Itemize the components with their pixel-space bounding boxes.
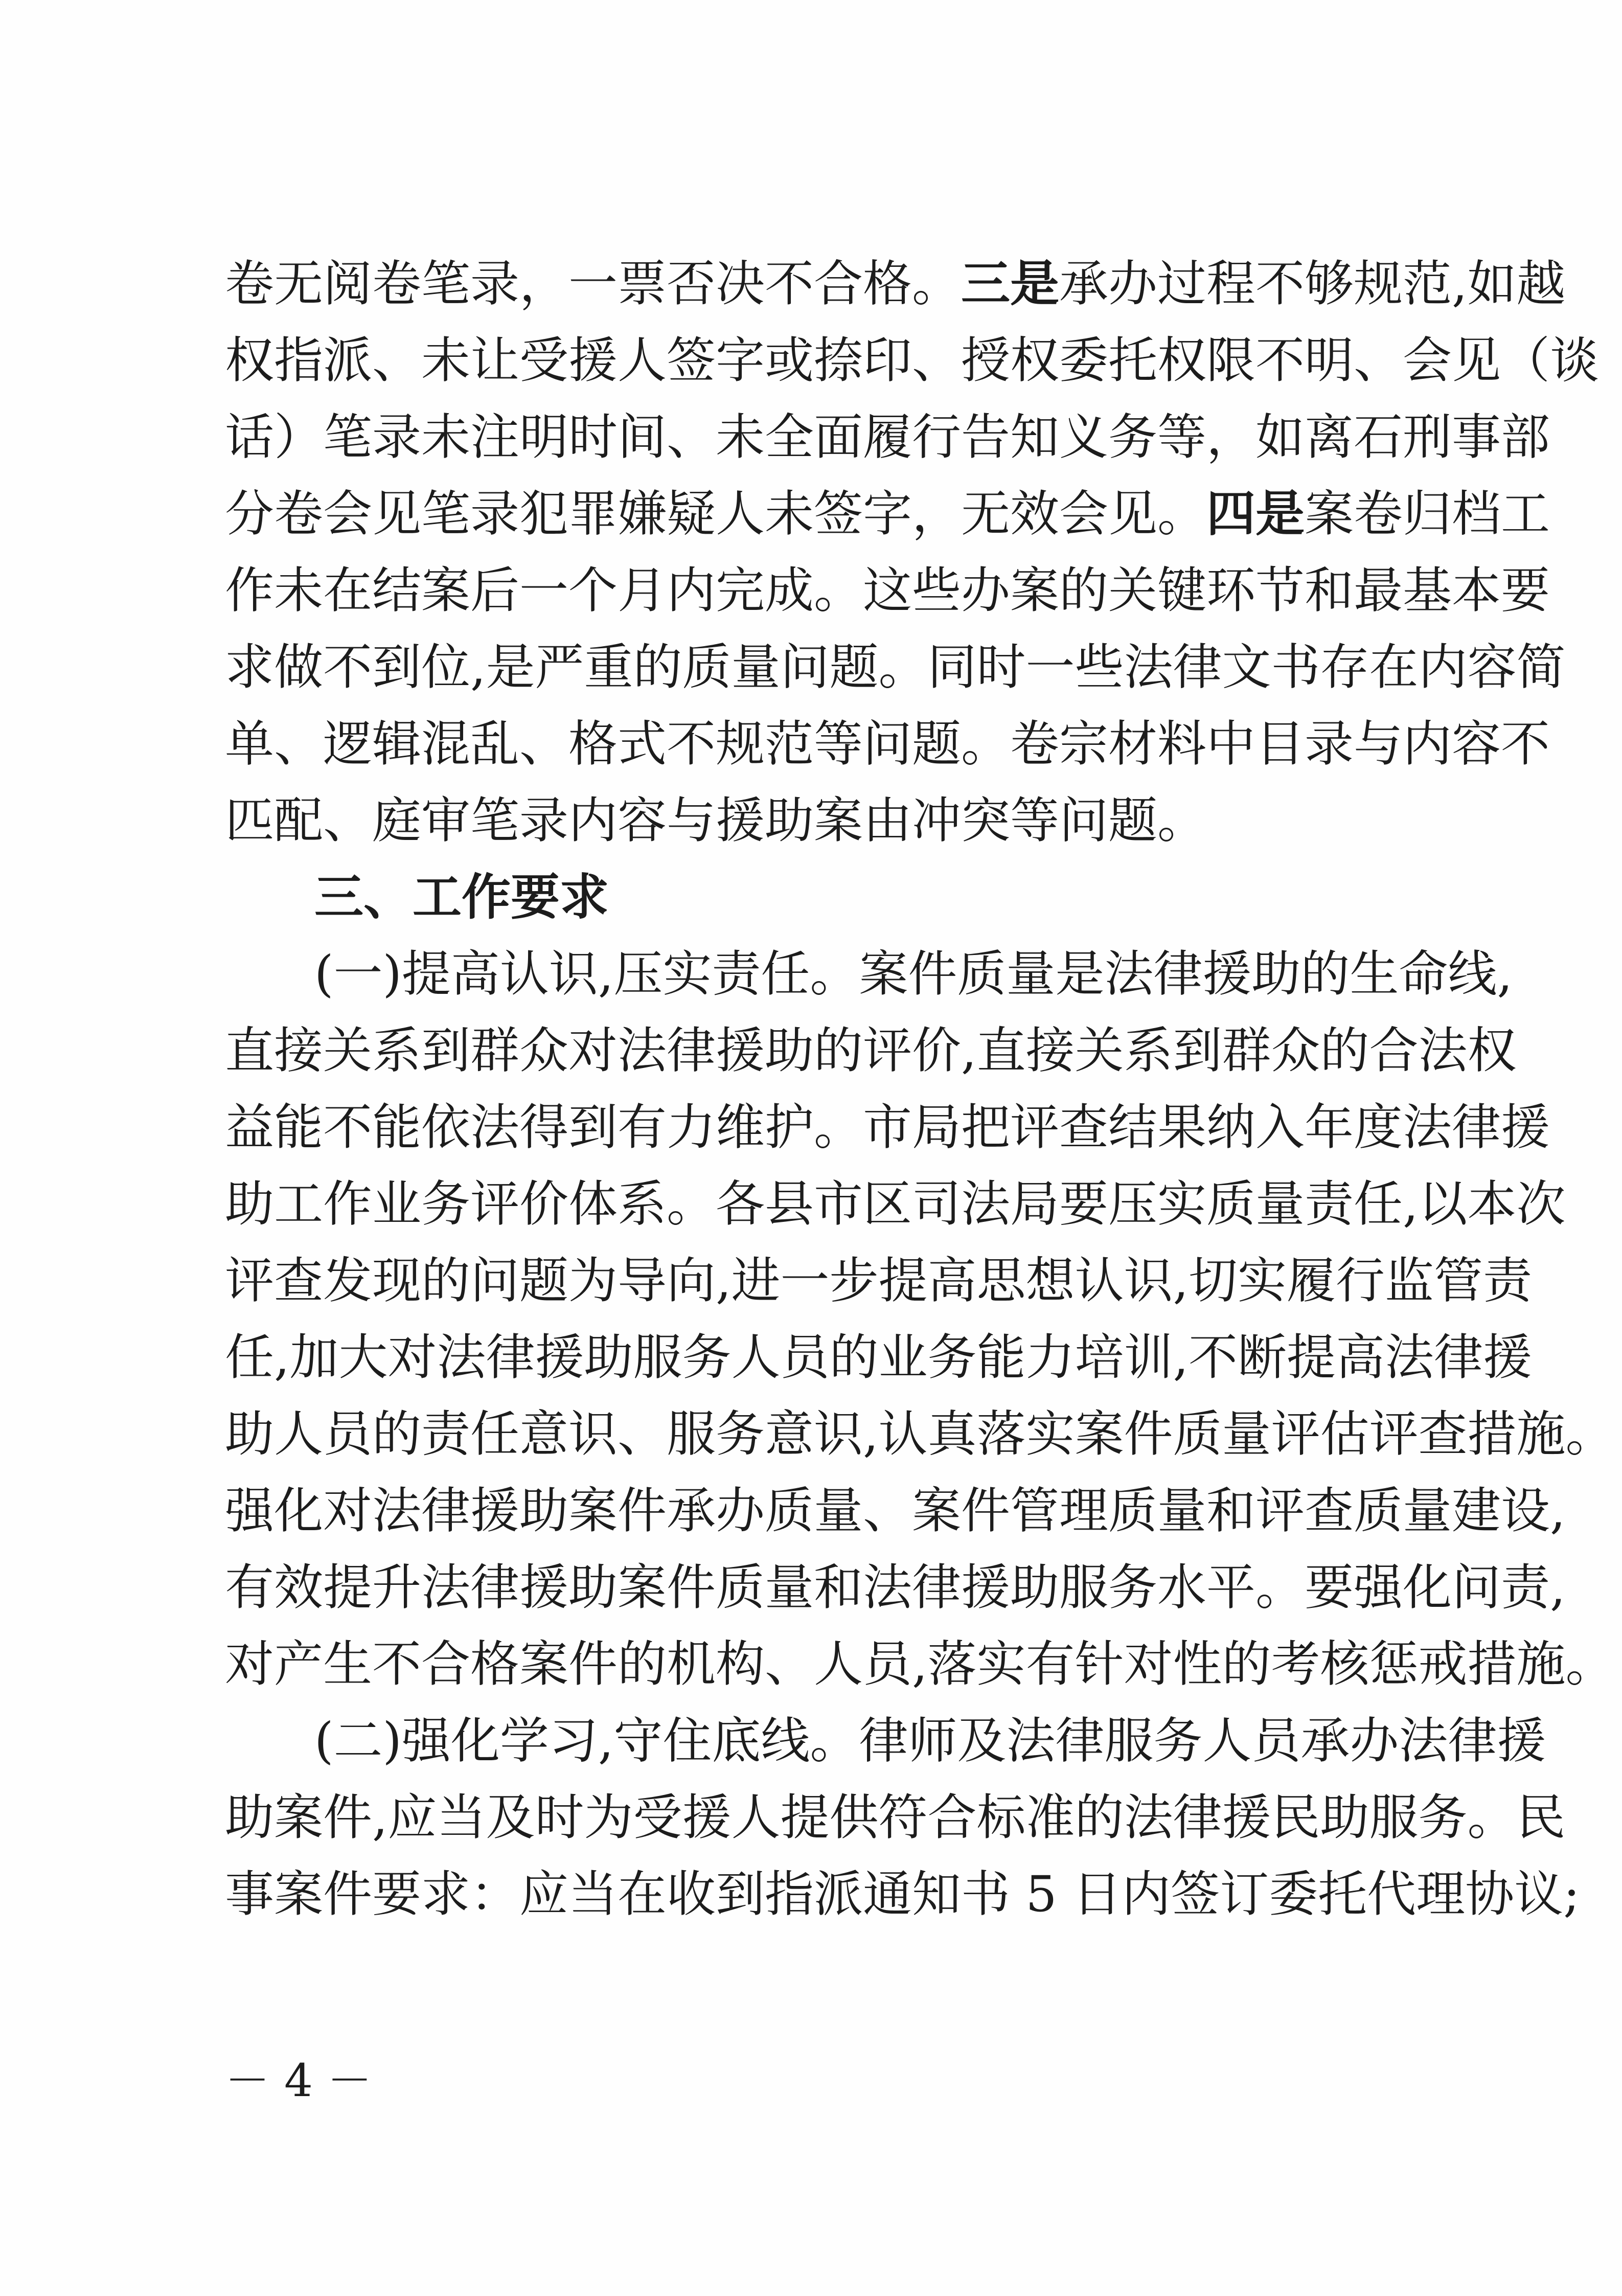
paragraph-line: 匹配、庭审笔录内容与援助案由冲突等问题。 xyxy=(225,792,1206,849)
emphasis-text: 三是 xyxy=(961,255,1059,312)
text-run: 分卷会见笔录犯罪嫌疑人未签字，无效会见。 xyxy=(225,485,1206,542)
emphasis-text: 四是 xyxy=(1206,485,1305,542)
paragraph-line: 单、逻辑混乱、格式不规范等问题。卷宗材料中目录与内容不 xyxy=(225,715,1550,772)
paragraph-line: (一)提高认识,压实责任。案件质量是法律援助的生命线, xyxy=(314,945,1513,1003)
paragraph-line xyxy=(225,245,1566,322)
paragraph-line: 求做不到位,是严重的质量问题。同时一些法律文书存在内容简 xyxy=(225,639,1566,696)
paragraph-line: 有效提升法律援助案件质量和法律援助服务水平。要强化问责, xyxy=(225,1559,1566,1616)
text-run: 承办过程不够规范,如越 xyxy=(1059,255,1566,312)
paragraph-line: 对产生不合格案件的机构、人员,落实有针对性的考核惩戒措施。 xyxy=(225,1635,1615,1693)
paragraph-line: 益能不能依法得到有力维护。市局把评查结果纳入年度法律援 xyxy=(225,1099,1550,1156)
text-run: 卷无阅卷笔录，一票否决不合格。 xyxy=(225,255,961,312)
paragraph-line: 直接关系到群众对法律援助的评价,直接关系到群众的合法权 xyxy=(225,1022,1517,1079)
paragraph-line: 任,加大对法律援助服务人员的业务能力培训,不断提高法律援 xyxy=(225,1329,1533,1386)
paragraph-line: 评查发现的问题为导向,进一步提高思想认识,切实履行监管责 xyxy=(225,1252,1533,1309)
paragraph-line: 话）笔录未注明时间、未全面履行告知义务等，如离石刑事部 xyxy=(225,408,1550,466)
paragraph-line: 助人员的责任意识、服务意识,认真落实案件质量评估评查措施。 xyxy=(225,1405,1615,1463)
paragraph-line: 作未在结案后一个月内完成。这些办案的关键环节和最基本要 xyxy=(225,562,1550,619)
paragraph-line: 助案件,应当及时为受援人提供符合标准的法律援民助服务。民 xyxy=(225,1789,1566,1846)
paragraph-line: 强化对法律援助案件承办质量、案件管理质量和评查质量建设, xyxy=(225,1482,1566,1539)
paragraph-line: 事案件要求：应当在收到指派通知书 5 日内签订委托代理协议; xyxy=(225,1866,1580,1923)
section-heading: 三、工作要求 xyxy=(314,869,609,926)
paragraph-line: (二)强化学习,守住底线。律师及法律服务人员承办法律援 xyxy=(314,1712,1546,1769)
paragraph-line xyxy=(225,475,1550,552)
text-run: 案卷归档工 xyxy=(1305,485,1550,542)
page-number: － 4 － xyxy=(225,2054,372,2107)
paragraph-line: 助工作业务评价体系。各县市区司法局要压实质量责任,以本次 xyxy=(225,1175,1566,1233)
paragraph-line: 权指派、未让受援人签字或捺印、授权委托权限不明、会见（谈 xyxy=(225,332,1599,389)
